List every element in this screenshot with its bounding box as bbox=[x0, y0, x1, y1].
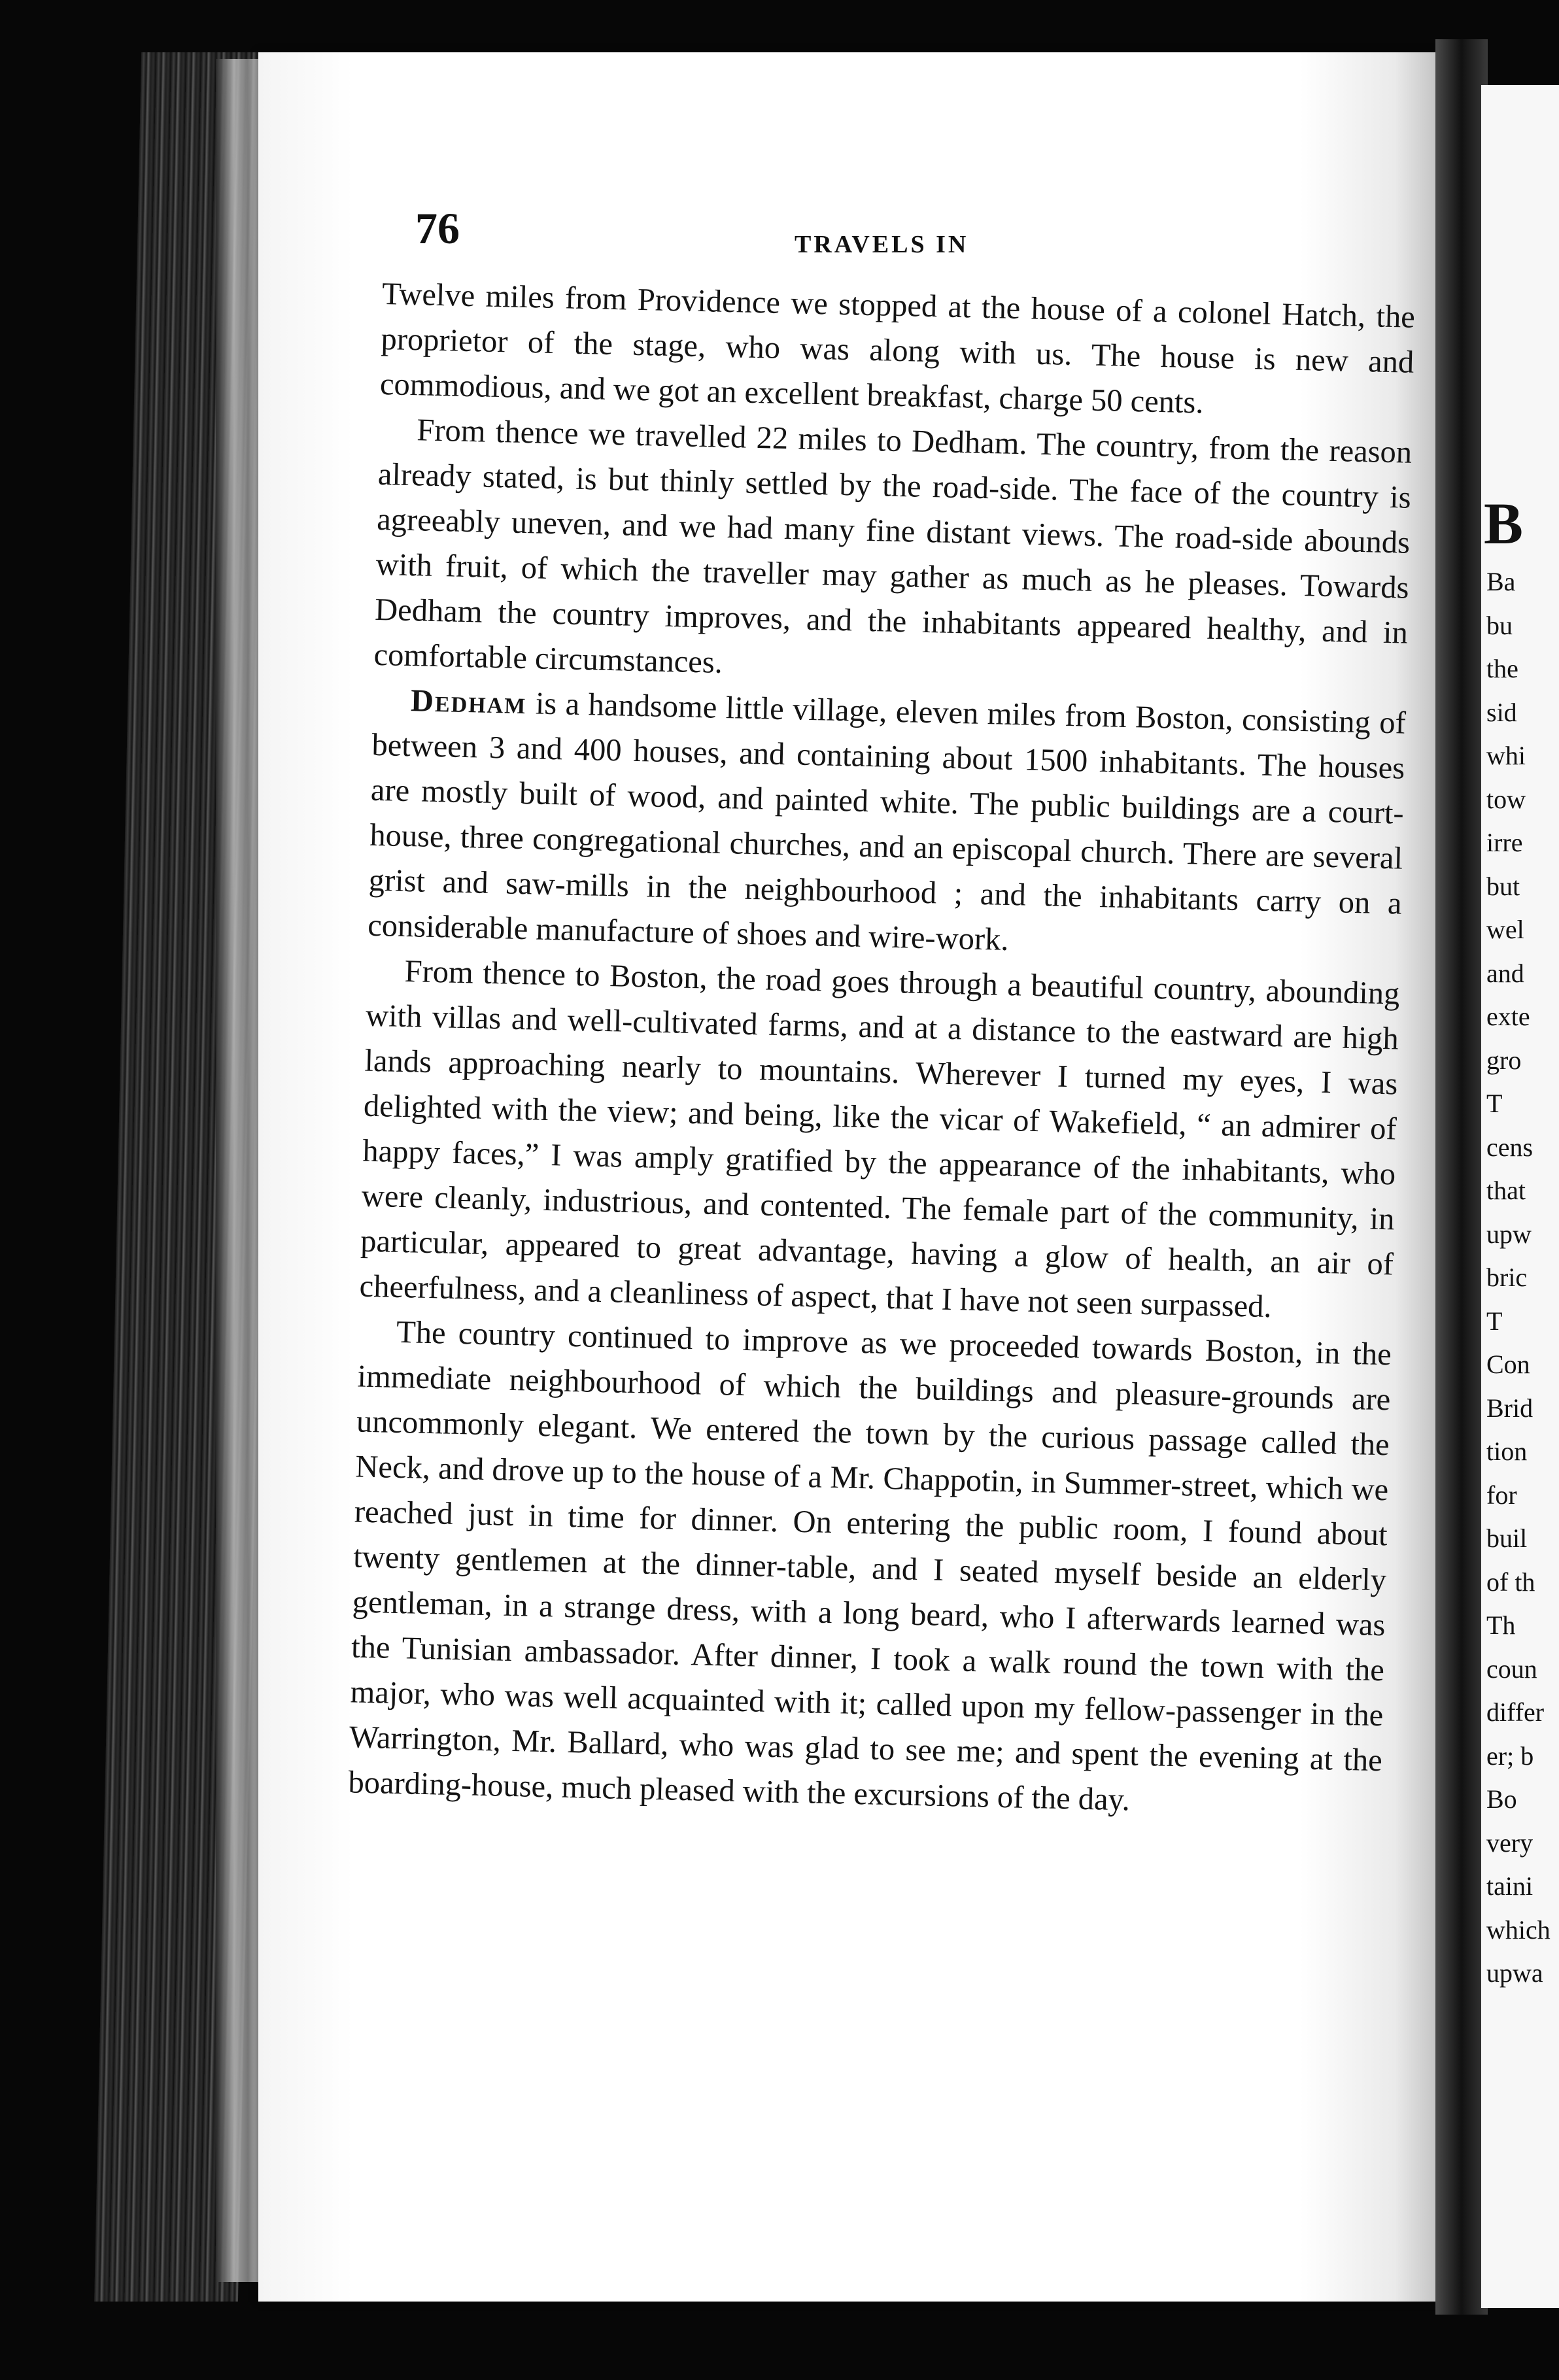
facing-page-line: taini bbox=[1486, 1871, 1533, 1901]
body-text bbox=[348, 271, 1416, 1828]
paragraph bbox=[348, 1309, 1392, 1829]
paragraph bbox=[368, 677, 1407, 972]
place-name: Dedham bbox=[410, 683, 528, 721]
facing-page-line: Ba bbox=[1486, 567, 1516, 596]
facing-page-line: irre bbox=[1486, 828, 1523, 857]
facing-page bbox=[1481, 85, 1559, 2308]
facing-page-line: sid bbox=[1486, 697, 1517, 727]
facing-page-line: er; b bbox=[1486, 1741, 1534, 1771]
facing-page-line: which bbox=[1486, 1914, 1550, 1945]
page-number: 76 bbox=[415, 203, 460, 253]
facing-page-line: Brid bbox=[1486, 1393, 1533, 1423]
paragraph-text: From thence to Boston, the road goes through a beautiful country, abounding with villas and well-cultivated farms, and at a distance to the eastward are high lands approaching nearly to mountains. Wherever I turned my eyes, I was delighted with the view; and being, like the vicar of Wakefield, “ an admirer of happy faces,” I was amply gratified by the appearance of the inhabitants, who were cleanly, industrious, and contented. The female part of the community, in particular, appeared to great advantage, having a glow of health, an air of cheerfulness, and a cleanliness of aspect, that I have not seen surpassed. bbox=[359, 954, 1400, 1325]
facing-page-line: bric bbox=[1486, 1263, 1528, 1292]
facing-page-line: the bbox=[1486, 654, 1518, 683]
facing-page-line: buil bbox=[1486, 1523, 1528, 1553]
facing-page-line: upwa bbox=[1486, 1958, 1543, 1988]
facing-page-line: differ bbox=[1486, 1697, 1545, 1727]
facing-page-line: Bo bbox=[1486, 1784, 1517, 1814]
facing-page-line: and bbox=[1486, 958, 1524, 988]
facing-page-initial: B bbox=[1484, 492, 1524, 556]
facing-page-line: Con bbox=[1486, 1350, 1530, 1379]
page-header bbox=[415, 196, 1409, 258]
paragraph-text: is a handsome little village, eleven miles from Boston, consisting of between 3 and 400 houses, and containing about 1500 inhabitants. The houses are mostly built of wood, and painted white. The public buildings are a court-house, three congregational churches, and an episcopal church. There are several grist and saw-mills in the neighbourhood ; and the inhabitants carry on a considerable manufacture of shoes and wire-work. bbox=[367, 686, 1407, 957]
facing-page-line: tow bbox=[1486, 784, 1526, 814]
facing-page-line: T bbox=[1486, 1306, 1503, 1336]
page-gutter bbox=[1435, 39, 1488, 2315]
facing-page-line: Th bbox=[1486, 1610, 1516, 1640]
facing-page-line: whi bbox=[1486, 741, 1526, 770]
book-edge-highlight bbox=[216, 59, 262, 2282]
paragraph bbox=[379, 271, 1415, 430]
facing-page-line: for bbox=[1486, 1480, 1517, 1510]
paragraph-text: The country continued to improve as we proceeded towards Boston, in the immediate neighbourhood of which the buildings and pleasure-grounds are uncommonly elegant. We entered the town by the curious passage called the Neck, and drove up to the house of a Mr. Chappotin, in Summer-street, which we reached just in time for dinner. On entering the public room, I found about twenty gentlemen at the dinner-table, and I seated myself beside an elderly gentleman, in a strange dress, with a long beard, who I afterwards learned was the Tunisian ambassador. After dinner, I took a walk round the town with the major, who was well acquainted with it; called upon my fellow-passenger in the Warrington, Mr. Ballard, who was glad to see me; and spent the evening at the boarding-house, much pleased with the excursions of the day. bbox=[347, 1314, 1392, 1818]
facing-page-line: cens bbox=[1486, 1132, 1533, 1162]
facing-page-line: wel bbox=[1486, 915, 1524, 944]
paragraph-text: From thence we travelled 22 miles to Dedham. The country, from the reason already stated, is but thinly settled by the road-side. The face of the country is agreeably uneven, and we had many fine distant views. The road-side abounds with fruit, of which the traveller may gather as much as he pleases. Towards Dedham the country improves, and the inhabitants appeared healthy, and in comfortable circumstances. bbox=[373, 413, 1413, 680]
paragraph bbox=[373, 407, 1413, 701]
facing-page-line: gro bbox=[1486, 1045, 1522, 1075]
paragraph-text: Twelve miles from Providence we stopped at the house of a colonel Hatch, the proprietor of the stage, who was along with us. The house is new and commodious, and we got an excellent breakfast, charge 50 cents. bbox=[379, 276, 1416, 420]
facing-page-line: coun bbox=[1486, 1654, 1537, 1684]
facing-page-line: exte bbox=[1486, 1002, 1530, 1031]
facing-page-line: very bbox=[1486, 1828, 1533, 1858]
paragraph bbox=[359, 948, 1400, 1333]
facing-page-line: upw bbox=[1486, 1219, 1532, 1249]
facing-page-line: tion bbox=[1486, 1436, 1528, 1466]
facing-page-line: T bbox=[1486, 1089, 1503, 1118]
facing-page-line: but bbox=[1486, 871, 1520, 901]
facing-page-line: bu bbox=[1486, 610, 1513, 640]
running-head: TRAVELS IN bbox=[795, 231, 969, 258]
facing-page-line: of th bbox=[1486, 1567, 1535, 1597]
facing-page-line: that bbox=[1486, 1176, 1526, 1205]
